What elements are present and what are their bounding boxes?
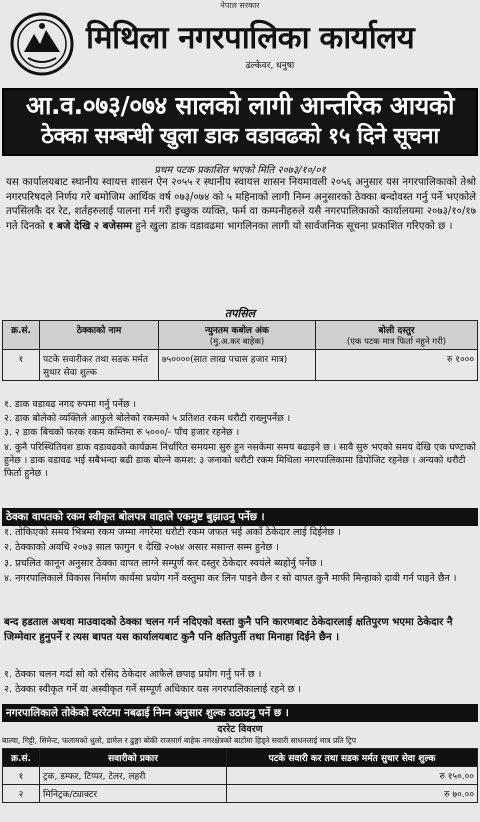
rate-col-fee: पटके सवारी कर तथा सडक मर्मत सुधार सेवा शुल्क — [227, 749, 478, 767]
intro-text-1: यस कार्यालयबाट स्थानीय स्वायत्त शासन ऐन २०५५ र स्थानीय स्वायत्त शासन नियमावली २०५६ अनुसार यस नगरपालिकाको तेश्रो नगरपरिषदले निर्णय गरे बमोजिम आर्थिक वर्ष ०७३/०७४ को ५ महिनाको लागी निम्न अनुसारको ठेक्का बन्दोवस्त गर्नु पर्ने भएकोले तपसिलकै दर रेट, शर्तहरुलाई पालना गर्न गरी इच्छुक व्यक्ति, फर्म वा कम्पनीहरुले यसै नगरपालिकाको कार्यालयमा २०७३/१०/१७ गते दिनको — [6, 177, 476, 232]
receipt-rules-list — [4, 668, 476, 699]
col-name: ठेक्काको नाम — [40, 321, 159, 350]
publication-date: प्रथम पटक प्रकाशित भएको मिति २०७३/१०/०१ — [154, 165, 326, 176]
rate-row-fee: रु ७०.०० — [227, 785, 478, 803]
col-min-bid — [159, 321, 316, 350]
contract-table — [2, 320, 478, 381]
intro-paragraph — [6, 176, 476, 234]
government-label: नेपाल सरकार — [220, 1, 260, 10]
highlight-rates: नगरपालिकाले तोकेको दररेटमा नबढाई निम्न अनुसार शुल्क उठाउनु पर्ने छ । — [2, 704, 478, 722]
rule-item: ४. कुनै परिस्थितिवश डाक वडावढको कार्यक्रम निर्धारित समयमा सुरु हुन नसकेमा समय बढाइने छ । सावै सुरु भएको समय देखि एक घण्टाको हुनेछ । डाक वडावढ भई सबैभन्दा बढी डाक बोल्ने कमश: ३ जनाको धरौटी रकम मिथिला नगरपालिकामा डिपोजिट रहनेछ । अन्यको धरौटी फिर्ता हुनेछ । — [4, 441, 476, 480]
table-row — [3, 785, 478, 803]
table-row — [3, 767, 478, 785]
rule-item: ३. २ डाक बिचको फरक रकम कम्तिमा रु ५०००/- पाँच हजार रहनेछ । — [4, 427, 240, 439]
row-amount: ७५००००(सात लाख पचास हजार मात्र) — [159, 350, 316, 381]
rate-col-sn: क्र.सं. — [3, 749, 40, 767]
intro-text-2: हुने खुला डाक वडावढमा भागलिनका लागी यो सार्वजनिक सूचना प्रकाशित गरिएको छ । — [132, 220, 453, 232]
rule-item: १. डाक वडावढ नगद रुपमा गर्नु पर्नेछ । — [4, 399, 137, 410]
office-title: मिथिला नगरपालिका कार्यालय — [86, 20, 415, 56]
intro-bold-time: १ बजे देखि २ बजेसम्म — [48, 220, 133, 232]
condition-item: २. ठेक्काको अवधि २०७३ साल फागुन १ देखि २०७४ असार मसान्त सम्म हुनेछ । — [4, 542, 279, 554]
rate-col-type: सवारीको प्रकार — [40, 749, 227, 767]
rate-detail-title: दररेट विवरण — [217, 724, 263, 735]
banner-line-1: आ.व.०७३/०७४ सालको लागी आन्तरिक आयको — [25, 91, 455, 120]
rule-item: २. डाक बोलेको व्यक्तिले आफुले बोलेको रकमको ५ प्रतिशत रकम धरौटी राख्नुपर्नेछ । — [4, 413, 291, 425]
rate-table — [2, 748, 478, 803]
row-fee: रु १००० — [316, 350, 478, 381]
table-row — [3, 350, 478, 381]
banner-line-2: ठेक्का सम्बन्धी खुला डाक वडावढको १५ दिने सूचना — [41, 124, 439, 149]
notice-banner — [2, 88, 478, 156]
conditions-list — [4, 526, 476, 588]
rules-list — [4, 398, 476, 481]
rate-header-row — [3, 749, 478, 767]
col-fee-sub: (एक पटक मात्र फिर्ता नहुने गरी) — [346, 337, 447, 347]
rate-row-fee: रु १५०.०० — [227, 767, 478, 785]
highlight-payment: ठेक्का वापतको रकम स्वीकृत बोलपत्र वाहाले एकमुष्ट बुझाउनु पर्नेछ । — [2, 508, 478, 526]
row-name: पटके सवारीकर तथा सडक मर्मत सुधार सेवा शुल्क — [40, 350, 159, 381]
receipt-rule-item: २. ठेक्का स्वीकृत गर्ने वा अस्वीकृत गर्ने सम्पूर्ण अधिकार यस नगरपालिकालाई रहने छ । — [4, 684, 302, 696]
office-location: ढल्केवर, धनुषा — [245, 61, 295, 71]
col-sn: क्र.सं. — [3, 321, 40, 350]
col-min-bid-sub: (मु.अ.कर बाहेक) — [209, 337, 265, 347]
schedule-title: तपसिल — [224, 307, 256, 320]
col-min-bid-label: न्युनतम कबोल अंक — [205, 326, 269, 336]
col-fee-label: बोली दस्तुर — [378, 326, 415, 336]
row-sn: १ — [3, 350, 40, 381]
receipt-rule-item: १. ठेक्का चलन गर्दा सो को रसिद ठेकेदार आफैले छपाइ प्रयोग गर्नु पर्ने छ । — [4, 669, 262, 680]
condition-item: ४. नगरपालिकाले विकास निर्माण कार्यमा प्रयोग गर्ने वस्तुमा कर लिन पाइने छैन र सो वापत कुनै माफी मिन्हाको दावी गर्न पाइने छैन । — [4, 573, 457, 585]
condition-item: ३. प्रचलित कानून अनुसार ठेक्का वापत लाग्ने सम्पुर्ण कर दस्तुर ठेकेदार स्वयंले ब्यहोर्नु पर्नेछ । — [4, 557, 324, 569]
table-header-row — [3, 321, 478, 350]
liability-paragraph: बन्द हडताल अथवा माउवादको ठेक्का चलन गर्न नदिएको वस्ता कुनै पनि कारणबाट ठेकेदारलाई क्षतिपुरण भएमा ठेकेदार नै जिम्मेवार हुनुपर्ने र त्यस बापत यस कार्यालयबाट कुनै पनि क्षतिपुर्ती तथा मिनाहा दिईने छैन । — [4, 617, 453, 643]
rate-row-sn: १ — [3, 767, 40, 785]
rate-row-type: मिनिट्रक/ट्याक्टर — [40, 785, 227, 803]
condition-item: १. तोकिएको समय भित्रमा रकम जम्मा नगरेमा धरौटी रकम जफत भई अर्को ठेकेदार लाई दिईनेछ । — [4, 527, 341, 538]
rate-row-type: ट्रक, डम्फर, टिप्पर, टेलर, लहरी — [40, 767, 227, 785]
rate-row-sn: २ — [3, 785, 40, 803]
vehicle-note: बाल्वा, गिट्टी, सिमेन्ट, फलामको धुलो, डामेल र ढुङ्गा बोकी राजमार्ग बाहेक नगरक्षेत्रको बाटोमा हिड्ने सवारी साधनलाई मात्र प्रति ट्रिप — [2, 736, 357, 745]
col-fee — [316, 321, 478, 350]
